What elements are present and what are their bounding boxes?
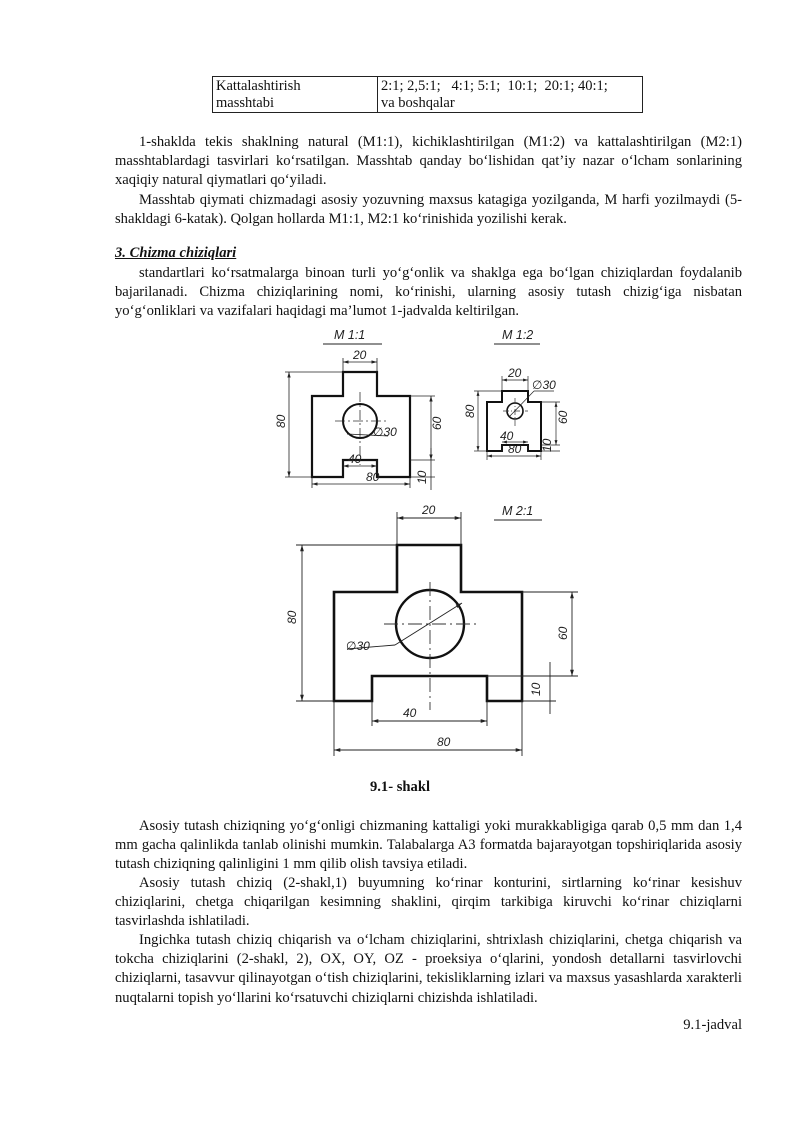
dim-80-horizontal: 80 bbox=[437, 735, 451, 749]
paragraph bbox=[115, 931, 742, 1008]
dim-80: 80 bbox=[285, 610, 299, 624]
drawing-m21 bbox=[285, 503, 578, 756]
dim-diameter-30: ∅30 bbox=[532, 378, 556, 392]
cell-text: 2:1; 2,5:1; 4:1; 5:1; 10:1; 20:1; 40:1; bbox=[381, 78, 608, 94]
paragraph bbox=[115, 817, 742, 875]
figure-caption: 9.1- shakl bbox=[369, 779, 430, 795]
scale-label-m12: M 1:2 bbox=[502, 328, 534, 342]
dim-80-horizontal: 80 bbox=[508, 442, 522, 456]
dim-80: 80 bbox=[463, 404, 477, 418]
paragraph bbox=[115, 874, 742, 932]
dim-60: 60 bbox=[556, 410, 570, 424]
paragraph-text: Masshtab qiymati chizmadagi asosiy yozuvning maxsus katagiga yozilganda, M harfi yozilmaydi (5-shakldagi 6-katak). Qolgan hollarda M1:1, M2:1 ko‘rinishida yozilishi kerak. bbox=[115, 192, 742, 228]
dim-20: 20 bbox=[353, 348, 367, 362]
paragraph-text: 1-shaklda tekis shaklning natural (M1:1), kichiklashtirilgan (M1:2) va kattalashtirilgan (M2:1) masshtablardagi tasvirlari ko‘rsatilgan. Masshtab qanday bo‘lishidan qat’iy nazar o‘lcham sonlarining xaqiqiy natural qiymatlari qo‘yiladi. bbox=[115, 134, 742, 189]
scale-label-m11: M 1:1 bbox=[334, 328, 366, 342]
drawing-m11 bbox=[274, 328, 444, 490]
dim-20: 20 bbox=[422, 503, 436, 517]
dim-10: 10 bbox=[540, 438, 554, 452]
cell-text: masshtabi bbox=[216, 95, 274, 111]
dim-80: 80 bbox=[274, 414, 288, 428]
dim-20: 20 bbox=[508, 366, 522, 380]
table-reference: 9.1-jadval bbox=[683, 1017, 742, 1033]
dim-40: 40 bbox=[403, 706, 417, 720]
drawing-m12 bbox=[463, 328, 570, 460]
paragraph-text: standartlari ko‘rsatmalarga binoan turli yo‘g‘onlik va shaklga ega bo‘lgan chiziqlardan foydalanib bajarilanadi. Chizma chiziqlarining nomi, ko‘rinishi, ularning asosiy tutash chizig‘iga nisbatan yo‘g‘onliklari va vazifalari haqidagi ma’lumot 1-jadvalda keltirilgan. bbox=[115, 265, 742, 320]
paragraph-text: Asosiy tutash chiziq (2-shakl,1) buyumning ko‘rinar konturini, sirtlarning ko‘rinar kesishuv chiziqlarini, chetga chiqarilgan kesimning shaklini, qirqim tarkibiga kiruvchi ko‘rinar chiziqlarni tasvirlashda ishlatiladi. bbox=[115, 875, 742, 930]
dim-60: 60 bbox=[556, 626, 570, 640]
part-outline bbox=[334, 545, 522, 701]
paragraph-text: Asosiy tutash chiziqning yo‘g‘onligi chizmaning kattaligi yoki murakkabligiga qarab 0,5 mm dan 1,4 mm gacha qalinlikda tanlab olinishi mumkin. Talabalarga A3 formatda bajarayotgan topshiriqlarida asosiy tutash chiziqning qalinligini 1 mm qilib olish tavsiya etiladi. bbox=[115, 818, 742, 873]
paragraph-text: Ingichka tutash chiziq chiqarish va o‘lcham chiziqlarini, shtrixlash chiziqlarini, chetga chiqarish va tokcha chiziqlarini (2-shakl, 2), OX, OY, OZ - proeksiya o‘qlarini, yondosh detallarni tasvirlovchi chiziqlarni, tasavvur qilinayotgan o‘tish chiziqlarini, tekisliklarning izlari va maxsus yasashlarda xarakterli nuqtalarni topish yo‘llarini ko‘rsatuvchi chiziqlarni chizishda ishlatiladi. bbox=[115, 932, 742, 1006]
dim-40: 40 bbox=[348, 452, 362, 466]
cell-text: Kattalashtirish bbox=[216, 78, 301, 94]
scale-label-m21: M 2:1 bbox=[502, 504, 534, 518]
dim-10: 10 bbox=[415, 470, 429, 484]
dim-80-horizontal: 80 bbox=[366, 470, 380, 484]
section-heading: 3. Chizma chiziqlari bbox=[115, 245, 237, 261]
dim-60: 60 bbox=[430, 416, 444, 430]
dim-diameter-30: ∅30 bbox=[346, 639, 370, 653]
dim-10: 10 bbox=[529, 682, 543, 696]
cell-text: va boshqalar bbox=[381, 95, 455, 111]
dim-40: 40 bbox=[500, 429, 514, 443]
dim-diameter-30: ∅30 bbox=[373, 425, 397, 439]
